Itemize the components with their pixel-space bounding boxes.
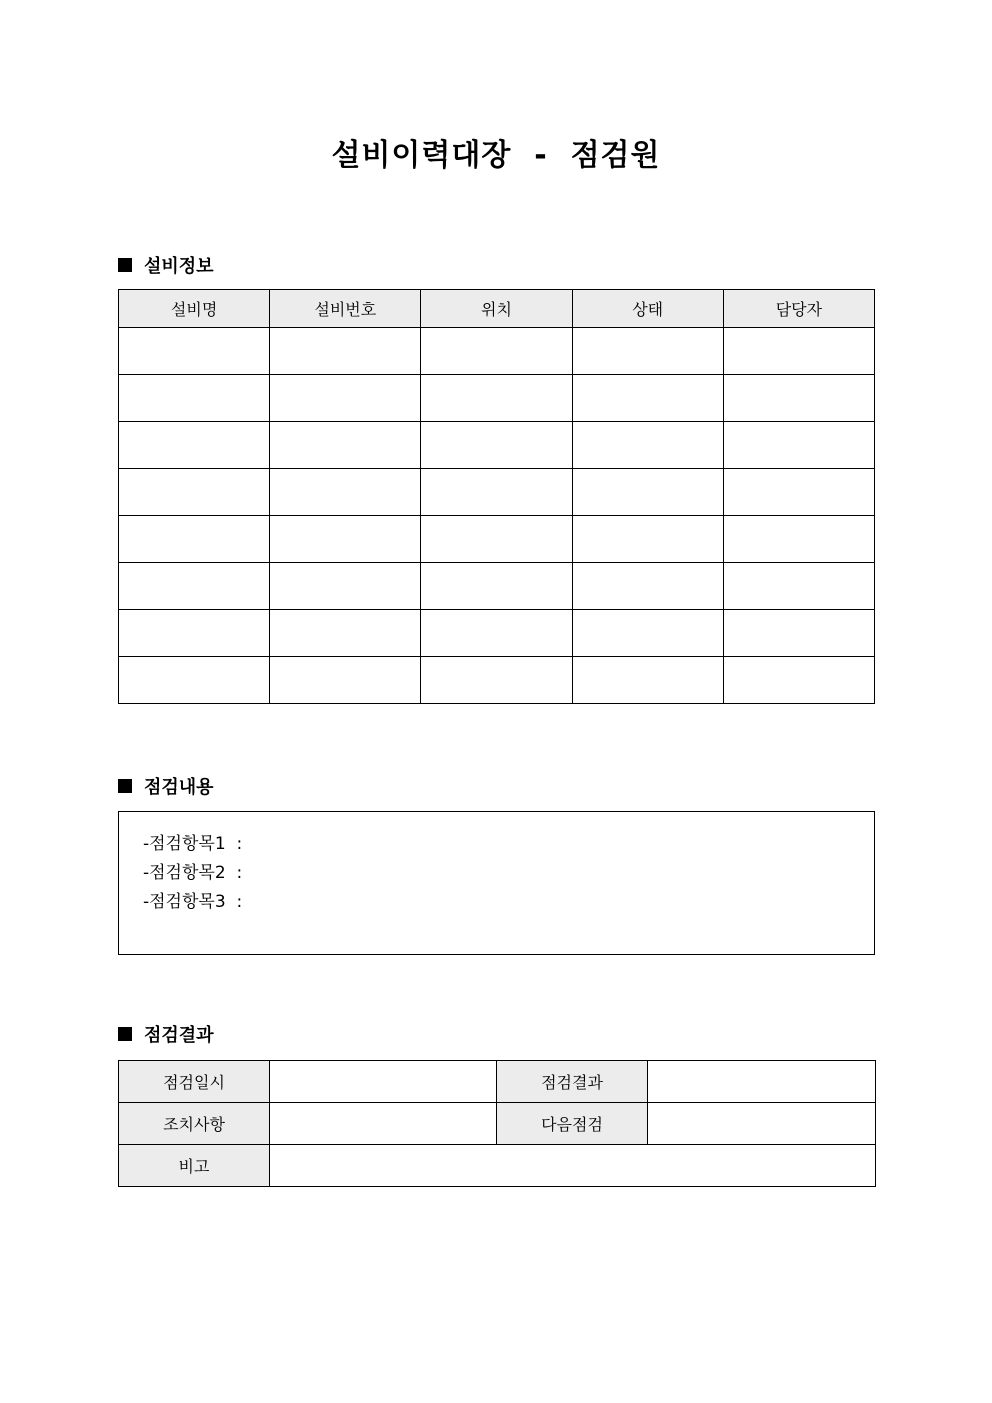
table-cell[interactable] xyxy=(421,516,572,563)
inspection-item-2: -점검항목2 : xyxy=(143,863,243,883)
table-row xyxy=(119,1145,876,1187)
table-row xyxy=(119,422,875,469)
table-row xyxy=(119,563,875,610)
action-taken-label: 조치사항 xyxy=(119,1103,270,1145)
table-row xyxy=(119,328,875,375)
table-row xyxy=(119,469,875,516)
table-cell[interactable] xyxy=(421,328,572,375)
next-inspection-label: 다음점검 xyxy=(497,1103,648,1145)
column-header-equipment-number: 설비번호 xyxy=(270,290,421,328)
inspection-item-1: -점검항목1 : xyxy=(143,834,243,854)
table-row xyxy=(119,375,875,422)
table-cell[interactable] xyxy=(119,657,270,704)
table-cell[interactable] xyxy=(723,469,874,516)
table-cell[interactable] xyxy=(270,657,421,704)
next-inspection-field[interactable] xyxy=(648,1103,876,1145)
column-header-location: 위치 xyxy=(421,290,572,328)
equipment-section-heading xyxy=(118,252,214,278)
table-cell[interactable] xyxy=(723,422,874,469)
table-row xyxy=(119,610,875,657)
result-table xyxy=(118,1060,876,1187)
table-cell[interactable] xyxy=(421,469,572,516)
table-cell[interactable] xyxy=(270,469,421,516)
result-section-heading xyxy=(118,1021,214,1047)
table-cell[interactable] xyxy=(421,375,572,422)
table-cell[interactable] xyxy=(119,610,270,657)
table-row xyxy=(119,1103,876,1145)
table-row xyxy=(119,516,875,563)
square-bullet-icon xyxy=(118,779,132,793)
table-cell[interactable] xyxy=(119,469,270,516)
table-cell[interactable] xyxy=(270,375,421,422)
inspection-datetime-field[interactable] xyxy=(270,1061,497,1103)
table-cell[interactable] xyxy=(270,328,421,375)
square-bullet-icon xyxy=(118,258,132,272)
remarks-label: 비고 xyxy=(119,1145,270,1187)
table-cell[interactable] xyxy=(421,422,572,469)
page-title: 설비이력대장 - 점검원 xyxy=(331,138,661,173)
inspection-section-heading xyxy=(118,773,214,799)
inspection-section-title: 점검내용 xyxy=(144,777,214,798)
column-header-manager: 담당자 xyxy=(723,290,874,328)
remarks-field[interactable] xyxy=(270,1145,876,1187)
table-cell[interactable] xyxy=(572,375,723,422)
table-cell[interactable] xyxy=(270,610,421,657)
table-cell[interactable] xyxy=(723,516,874,563)
square-bullet-icon xyxy=(118,1027,132,1041)
inspection-datetime-label: 점검일시 xyxy=(119,1061,270,1103)
table-cell[interactable] xyxy=(723,610,874,657)
table-cell[interactable] xyxy=(270,516,421,563)
table-cell[interactable] xyxy=(119,328,270,375)
table-cell[interactable] xyxy=(119,422,270,469)
table-cell[interactable] xyxy=(572,657,723,704)
table-cell[interactable] xyxy=(572,563,723,610)
inspection-item-3: -점검항목3 : xyxy=(143,892,243,912)
equipment-table xyxy=(118,289,875,704)
table-cell[interactable] xyxy=(119,375,270,422)
table-cell[interactable] xyxy=(723,328,874,375)
equipment-section-title: 설비정보 xyxy=(144,256,214,277)
table-cell[interactable] xyxy=(119,516,270,563)
table-cell[interactable] xyxy=(572,516,723,563)
table-cell[interactable] xyxy=(572,610,723,657)
table-cell[interactable] xyxy=(119,563,270,610)
table-row xyxy=(119,1061,876,1103)
column-header-equipment-name: 설비명 xyxy=(119,290,270,328)
result-section-title: 점검결과 xyxy=(144,1025,214,1046)
table-cell[interactable] xyxy=(421,657,572,704)
table-cell[interactable] xyxy=(270,563,421,610)
inspection-result-label: 점검결과 xyxy=(497,1061,648,1103)
action-taken-field[interactable] xyxy=(270,1103,497,1145)
table-cell[interactable] xyxy=(572,422,723,469)
inspection-result-field[interactable] xyxy=(648,1061,876,1103)
table-cell[interactable] xyxy=(421,563,572,610)
inspection-content-box[interactable] xyxy=(118,811,875,955)
table-cell[interactable] xyxy=(421,610,572,657)
table-cell[interactable] xyxy=(723,563,874,610)
table-cell[interactable] xyxy=(723,657,874,704)
table-header-row xyxy=(119,290,875,328)
table-row xyxy=(119,657,875,704)
column-header-status: 상태 xyxy=(572,290,723,328)
table-cell[interactable] xyxy=(723,375,874,422)
table-cell[interactable] xyxy=(270,422,421,469)
table-cell[interactable] xyxy=(572,328,723,375)
table-cell[interactable] xyxy=(572,469,723,516)
